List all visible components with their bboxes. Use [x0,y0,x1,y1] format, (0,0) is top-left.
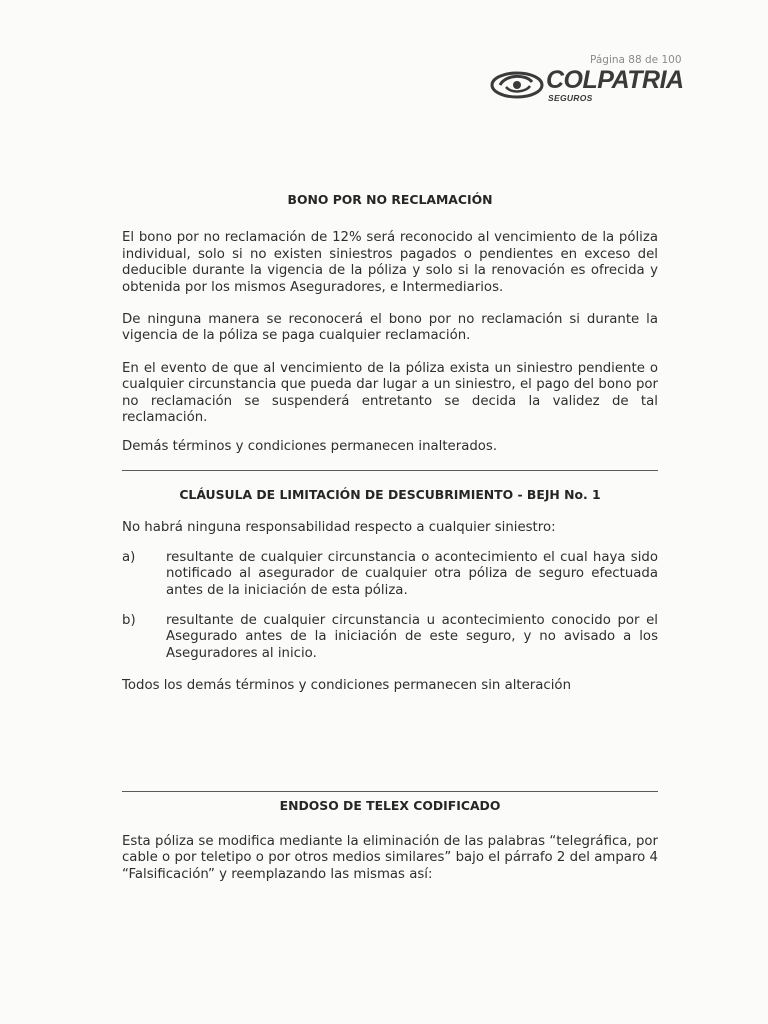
swirl-icon [490,70,544,100]
list-item-text: resultante de cualquier circunstancia u acontecimiento conocido por el Asegurado antes de la iniciación de este seguro, y no avisado a los Aseguradores al inicio. [166,612,658,661]
bono-paragraph-1: El bono por no reclamación de 12% será reconocido al vencimiento de la póliza individual, solo si no existen siniestros pagados o pendientes en exceso del deducible durante la vigencia de la póliza y solo si la renovación es ofrecida y obtenida por los mismos Aseguradores, e Intermediarios. [122,230,658,295]
logo-name: COLPATRIA [546,66,684,94]
document-body [122,192,658,883]
telex-paragraph: Esta póliza se modifica mediante la eliminación de las palabras “telegráfica, por cable o por teletipo o por otros medios similares” bajo el párrafo 2 del amparo 4 “Falsificación” y reemplazando las mismas así: [122,833,658,882]
list-item-text: resultante de cualquier circunstancia o acontecimiento el cual haya sido notificado al asegurador de cualquier otra póliza de seguro efectuada antes de la iniciación de esta póliza. [166,549,658,598]
logo-subtitle: SEGUROS [548,93,593,103]
clausula-closing: Todos los demás términos y condiciones permanecen sin alteración [122,678,571,694]
section-title-clausula: CLÁUSULA DE LIMITACIÓN DE DESCUBRIMIENTO - BEJH No. 1 [179,486,601,502]
bono-paragraph-4: Demás términos y condiciones permanecen inalterados. [122,439,498,455]
list-item [122,613,658,662]
list-item-label: b) [122,612,136,628]
bono-paragraph-2: De ninguna manera se reconocerá el bono por no reclamación si durante la vigencia de la póliza se paga cualquier reclamación. [122,312,658,344]
list-item [122,550,658,599]
section-title-telex: ENDOSO DE TELEX CODIFICADO [279,797,501,813]
bono-paragraph-3: En el evento de que al vencimiento de la póliza exista un siniestro pendiente o cualquier circunstancia que pueda dar lugar a un siniestro, el pago del bono por no reclamación se suspenderá entretanto se decida la validez de tal reclamación. [122,360,658,426]
section-title-bono: BONO POR NO RECLAMACIÓN [287,192,493,207]
company-logo [490,66,690,110]
section-divider [122,791,658,792]
list-item-label: a) [122,549,136,565]
clausula-intro: No habrá ninguna responsabilidad respecto a cualquier siniestro: [122,520,556,536]
section-divider [122,470,658,471]
page-number: Página 88 de 100 [590,54,682,66]
